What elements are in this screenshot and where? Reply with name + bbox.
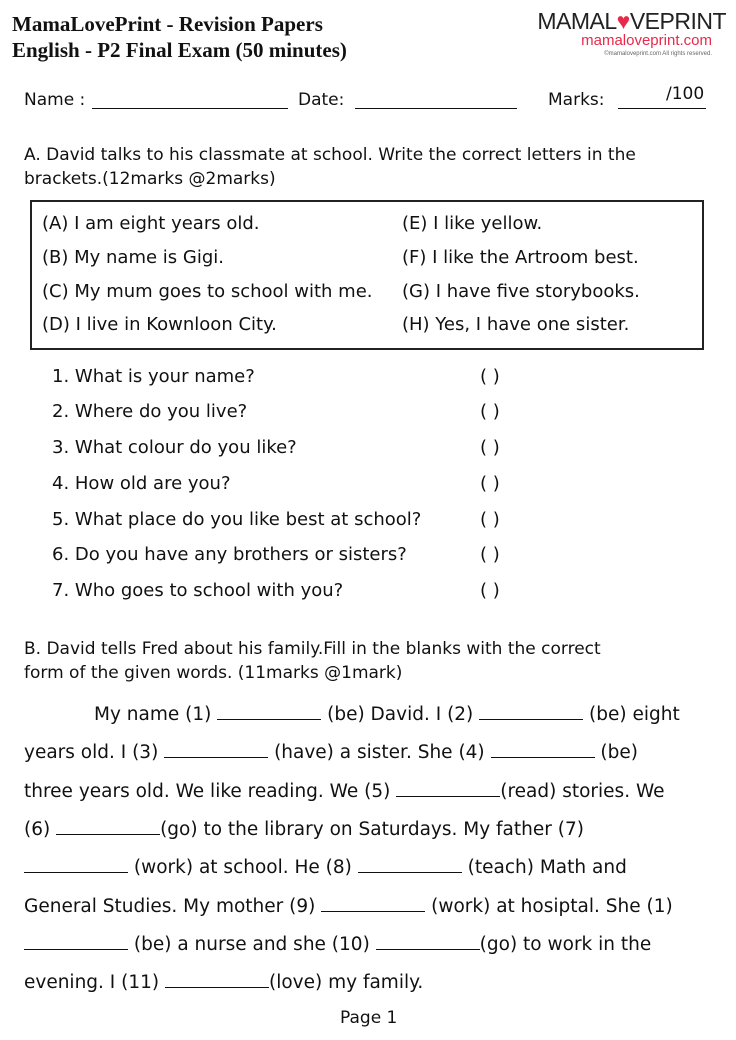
option-d: (D) I live in Kownloon City. (42, 314, 277, 335)
passage-text: General Studies. My mother (9) (24, 896, 322, 917)
passage-text: (be) (594, 742, 638, 763)
option-e: (E) I like yellow. (402, 213, 543, 234)
blank-8[interactable] (358, 858, 462, 873)
answer-bracket-4[interactable]: ( ) (480, 473, 500, 494)
exam-title: English - P2 Final Exam (50 minutes) (12, 38, 347, 62)
blank-4[interactable] (491, 743, 595, 758)
answer-bracket-7[interactable]: ( ) (480, 580, 500, 601)
answer-bracket-3[interactable]: ( ) (480, 437, 500, 458)
blank-3[interactable] (164, 743, 268, 758)
logo-copyright: ©mamaloveprint.com All rights reserved. (604, 51, 712, 57)
question-3: 3. What colour do you like? (52, 437, 297, 458)
marks-field[interactable] (618, 108, 706, 109)
option-g: (G) I have five storybooks. (402, 281, 640, 302)
logo-text-end: VEPRINT (629, 8, 726, 34)
option-h: (H) Yes, I have one sister. (402, 314, 630, 335)
name-field[interactable] (92, 108, 288, 109)
blank-9[interactable] (321, 897, 425, 912)
option-c: (C) My mum goes to school with me. (42, 281, 373, 302)
passage-text: (be) David. I (2) (321, 704, 480, 725)
passage-line-1 (94, 704, 714, 725)
passage-line-4 (24, 819, 714, 840)
passage-line-2 (24, 742, 714, 763)
section-a-instruction-2: brackets.(12marks @2marks) (24, 169, 276, 189)
passage-text: (be) a nurse and she (10) (128, 934, 376, 955)
marks-total: /100 (666, 84, 705, 104)
blank-1[interactable] (217, 705, 321, 720)
section-b-instruction-2: form of the given words. (11marks @1mark) (24, 663, 403, 683)
date-label: Date: (298, 90, 345, 110)
passage-text: three years old. We like reading. We (5) (24, 781, 397, 802)
passage-text: (teach) Math and (461, 857, 627, 878)
page-number: Page 1 (340, 1008, 398, 1028)
passage-text: My name (1) (94, 704, 218, 725)
brand-logo (537, 8, 726, 35)
passage-text: evening. I (11) (24, 972, 165, 993)
passage-text: (go) to work in the (479, 934, 652, 955)
question-7: 7. Who goes to school with you? (52, 580, 344, 601)
passage-line-6 (24, 896, 714, 917)
answer-bracket-1[interactable]: ( ) (480, 366, 500, 387)
option-b: (B) My name is Gigi. (42, 247, 224, 268)
blank-11[interactable] (165, 973, 269, 988)
heart-icon: ♥ (616, 8, 630, 34)
answer-bracket-5[interactable]: ( ) (480, 509, 500, 530)
answer-bracket-6[interactable]: ( ) (480, 544, 500, 565)
question-2: 2. Where do you live? (52, 401, 248, 422)
question-4: 4. How old are you? (52, 473, 231, 494)
question-1: 1. What is your name? (52, 366, 255, 387)
passage-text: (work) at hosiptal. She (1) (425, 896, 673, 917)
question-5: 5. What place do you like best at school? (52, 509, 422, 530)
option-f: (F) I like the Artroom best. (402, 247, 639, 268)
passage-line-8 (24, 972, 714, 993)
passage-text: years old. I (3) (24, 742, 165, 763)
passage-text: (read) stories. We (500, 781, 665, 802)
passage-text: (love) my family. (269, 972, 424, 993)
answer-bracket-2[interactable]: ( ) (480, 401, 500, 422)
passage-line-7 (24, 934, 714, 955)
name-label: Name : (24, 90, 86, 110)
blank-10[interactable] (376, 935, 480, 950)
option-a: (A) I am eight years old. (42, 213, 260, 234)
blank-1b[interactable] (24, 935, 128, 950)
blank-6[interactable] (56, 820, 160, 835)
blank-7[interactable] (24, 858, 128, 873)
section-a-instruction-1: A. David talks to his classmate at school. Write the correct letters in the (24, 145, 636, 165)
blank-5[interactable] (396, 782, 500, 797)
passage-text: (work) at school. He (8) (128, 857, 358, 878)
passage-text: (have) a sister. She (4) (268, 742, 491, 763)
passage-text: (6) (24, 819, 57, 840)
date-field[interactable] (355, 108, 517, 109)
logo-text-start: MAMAL (537, 8, 617, 34)
section-b-instruction-1: B. David tells Fred about his family.Fill in the blanks with the correct (24, 639, 601, 659)
passage-text: (be) eight (583, 704, 680, 725)
paper-title: MamaLovePrint - Revision Papers (12, 12, 323, 36)
passage-line-5 (24, 857, 714, 878)
blank-2[interactable] (479, 705, 583, 720)
logo-url: mamaloveprint.com (581, 32, 712, 49)
passage-text: (go) to the library on Saturdays. My father (7) (160, 819, 584, 840)
passage-line-3 (24, 781, 714, 802)
marks-label: Marks: (548, 90, 605, 110)
question-6: 6. Do you have any brothers or sisters? (52, 544, 407, 565)
